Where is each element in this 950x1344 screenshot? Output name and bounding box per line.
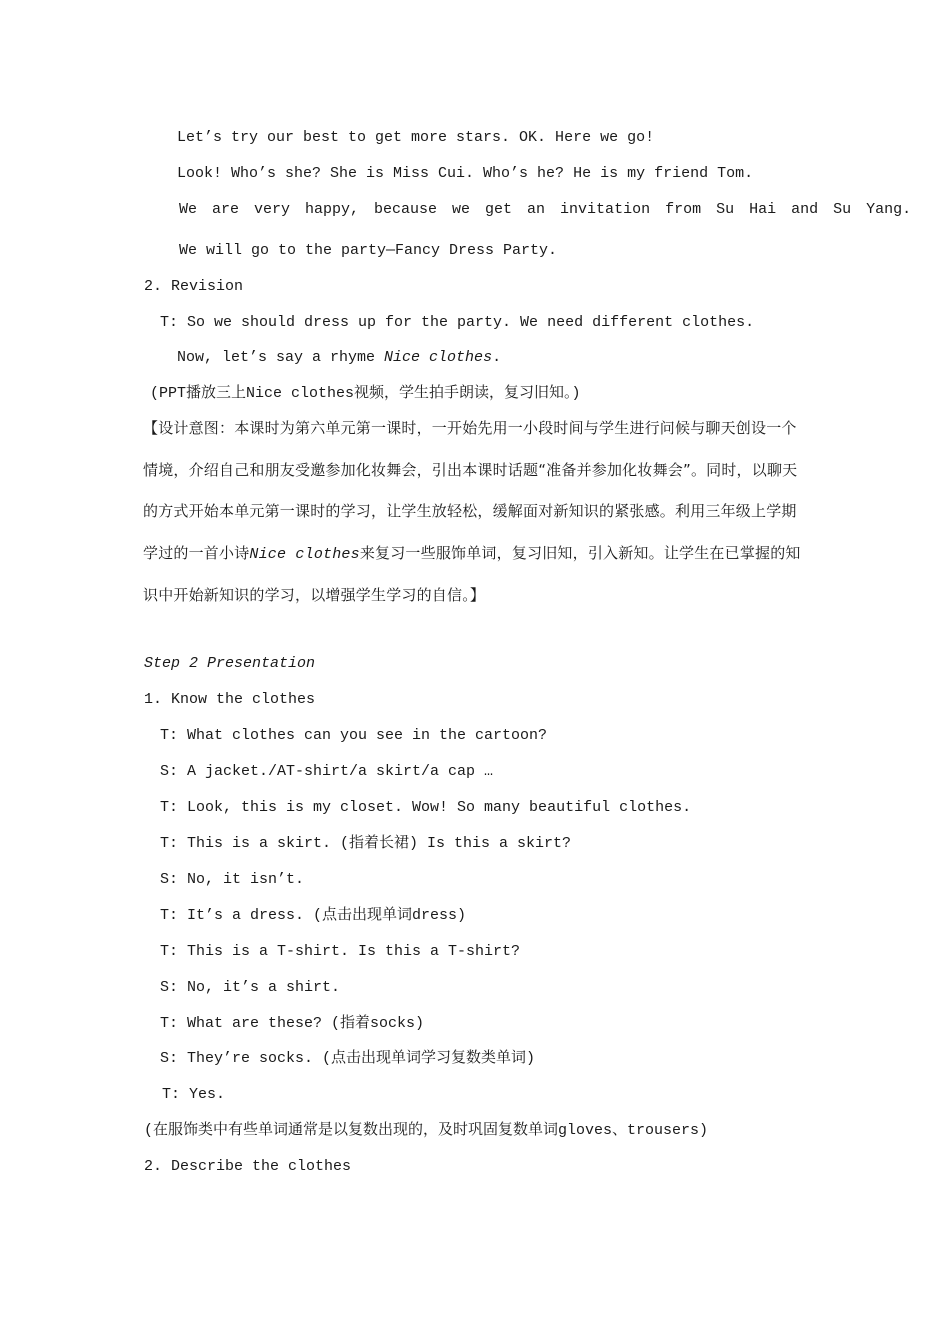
design-intent-text-2: 来复习一些服饰单词，复习旧知，引入新知。让学生在已掌握的知识中开始新知识的学习，以增强学生学习的自信。】 <box>143 543 801 604</box>
dialogue-line-4: T: This is a skirt. (指着长裙) Is this a skirt? <box>160 835 572 852</box>
ppt-note: (PPT播放三上Nice clothes视频，学生拍手朗读，复习旧知。) <box>150 385 581 402</box>
dialogue-line-6: T: It’s a dress. (点击出现单词dress) <box>160 907 467 924</box>
dialogue-line-2: S: A jacket./AT-shirt/a skirt/a cap … <box>160 763 494 780</box>
revision-rhyme-line <box>177 348 501 368</box>
plural-note: (在服饰类中有些单词通常是以复数出现的，及时巩固复数单词gloves、trousers) <box>144 1122 709 1139</box>
intro-line-1: Let’s try our best to get more stars. OK. Here we go! <box>177 129 655 146</box>
dialogue-line-8: S: No, it’s a shirt. <box>160 979 341 996</box>
dialogue-line-11: T: Yes. <box>162 1086 226 1103</box>
dialogue-line-10: S: They’re socks. (点击出现单词学习复数类单词) <box>160 1050 536 1067</box>
revision-teacher-line: T: So we should dress up for the party. We need different clothes. <box>160 314 755 331</box>
know-clothes-heading: 1. Know the clothes <box>144 691 316 708</box>
describe-clothes-heading: 2. Describe the clothes <box>144 1158 352 1175</box>
dialogue-line-1: T: What clothes can you see in the cartoon? <box>160 727 548 744</box>
intro-line-4: We will go to the party—Fancy Dress Party. <box>179 242 558 259</box>
rhyme-suffix: . <box>492 349 502 366</box>
dialogue-line-9: T: What are these? (指着socks) <box>160 1015 425 1032</box>
step2-heading: Step 2 Presentation <box>144 655 316 672</box>
dialogue-line-3: T: Look, this is my closet. Wow! So many beautiful clothes. <box>160 799 692 816</box>
dialogue-line-7: T: This is a T-shirt. Is this a T-shirt? <box>160 943 521 960</box>
design-intent-text-1: 【设计意图：本课时为第六单元第一课时，一开始先用一小段时间与学生进行问候与聊天创设一个情境，介绍自己和朋友受邀参加化妆舞会，引出本课时话题“准备并参加化妆舞会”。同时，以聊天的方式开始本单元第一课时的学习，让学生放轻松，缓解面对新知识的紧张感。利用三年级上学期学过的一首小诗 <box>143 419 798 562</box>
design-intent-paragraph <box>143 408 809 617</box>
dialogue-line-5: S: No, it isn’t. <box>160 871 305 888</box>
intro-line-2: Look! Who’s she? She is Miss Cui. Who’s he? He is my friend Tom. <box>177 165 754 182</box>
intro-line-3: We are very happy, because we get an invitation from Su Hai and Su Yang. <box>179 201 912 218</box>
revision-heading: 2. Revision <box>144 278 244 295</box>
rhyme-prefix: Now, let’s say a rhyme <box>177 349 385 366</box>
rhyme-title: Nice clothes <box>384 349 493 366</box>
design-intent-poem: Nice clothes <box>249 545 360 563</box>
